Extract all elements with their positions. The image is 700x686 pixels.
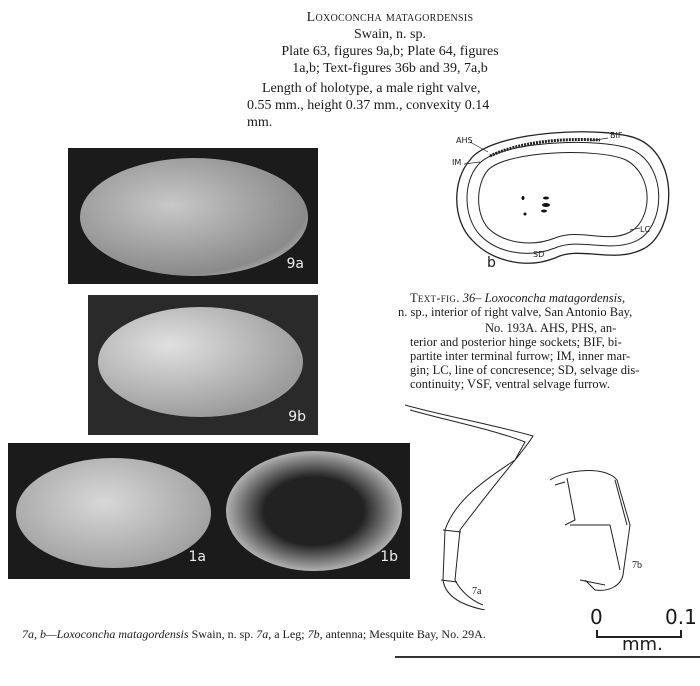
- reference-line-1: Plate 63, figures 9a,b; Plate 64, figures: [281, 44, 499, 59]
- bottom-caption-text-1: Swain, n. sp.: [188, 627, 257, 641]
- label-sd: SD: [533, 250, 545, 259]
- caption-line-5: gin; LC, line of concresence; SD, selvage dis-: [410, 363, 640, 377]
- figure-label-b: b: [487, 255, 496, 271]
- photo-9a: [68, 148, 318, 284]
- photo-label-1a: 1a: [188, 549, 206, 565]
- description-line-2: 0.55 mm., height 0.37 mm., convexity 0.14: [247, 98, 490, 113]
- caption-lead: Text-fig.: [410, 291, 460, 305]
- photo-label-9a: 9a: [286, 256, 304, 272]
- bottom-caption-figs: 7a, b—: [22, 627, 57, 641]
- bottom-caption-7a: 7a: [256, 627, 269, 641]
- bottom-caption-species: Loxoconcha matagordensis: [56, 627, 189, 641]
- bottom-caption-text-2: , a Leg;: [268, 627, 308, 641]
- description-line-1: Length of holotype, a male right valve,: [262, 81, 481, 96]
- caption-line-1: n. sp., interior of right valve, San Antonio Bay,: [398, 305, 633, 319]
- drawing-label-7a: 7a: [472, 586, 482, 597]
- scale-zero: 0: [590, 605, 603, 629]
- photo-label-1b: 1b: [380, 549, 398, 565]
- photo-9b: [88, 295, 318, 435]
- reference-line-2: 1a,b; Text-figures 36b and 39, 7a,b: [292, 61, 488, 76]
- bottom-caption-7b: 7b: [307, 627, 320, 641]
- bottom-caption-text-3: , antenna; Mesquite Bay, No. 29A.: [319, 627, 486, 641]
- scale-max: 0.1: [665, 605, 697, 629]
- label-lc: LC: [640, 225, 651, 234]
- description-line-3: mm.: [247, 115, 273, 130]
- caption-number: 36–: [462, 291, 482, 305]
- label-ahs: AHS: [456, 136, 473, 145]
- caption-species: Loxoconcha matagordensis,: [484, 291, 626, 305]
- caption-line-6: continuity; VSF, ventral selvage furrow.: [410, 377, 611, 391]
- author-line: Swain, n. sp.: [354, 27, 426, 42]
- label-bif: BIF: [610, 131, 623, 140]
- caption-line-4: partite inter terminal furrow; IM, inner mar-: [410, 349, 631, 363]
- caption-line-2: No. 193A. AHS, PHS, an-: [485, 321, 617, 335]
- scale-unit: mm.: [622, 634, 663, 655]
- appendage-drawings: [405, 400, 665, 610]
- photo-1a: [8, 443, 218, 579]
- rule-line: [395, 656, 700, 658]
- species-title: Loxoconcha matagordensis: [306, 10, 474, 25]
- photo-label-9b: 9b: [288, 409, 306, 425]
- drawing-label-7b: 7b: [632, 560, 642, 571]
- photo-1b: [218, 443, 410, 579]
- caption-line-3: terior and posterior hinge sockets; BIF, bi-: [410, 335, 622, 349]
- label-im: IM: [452, 158, 462, 167]
